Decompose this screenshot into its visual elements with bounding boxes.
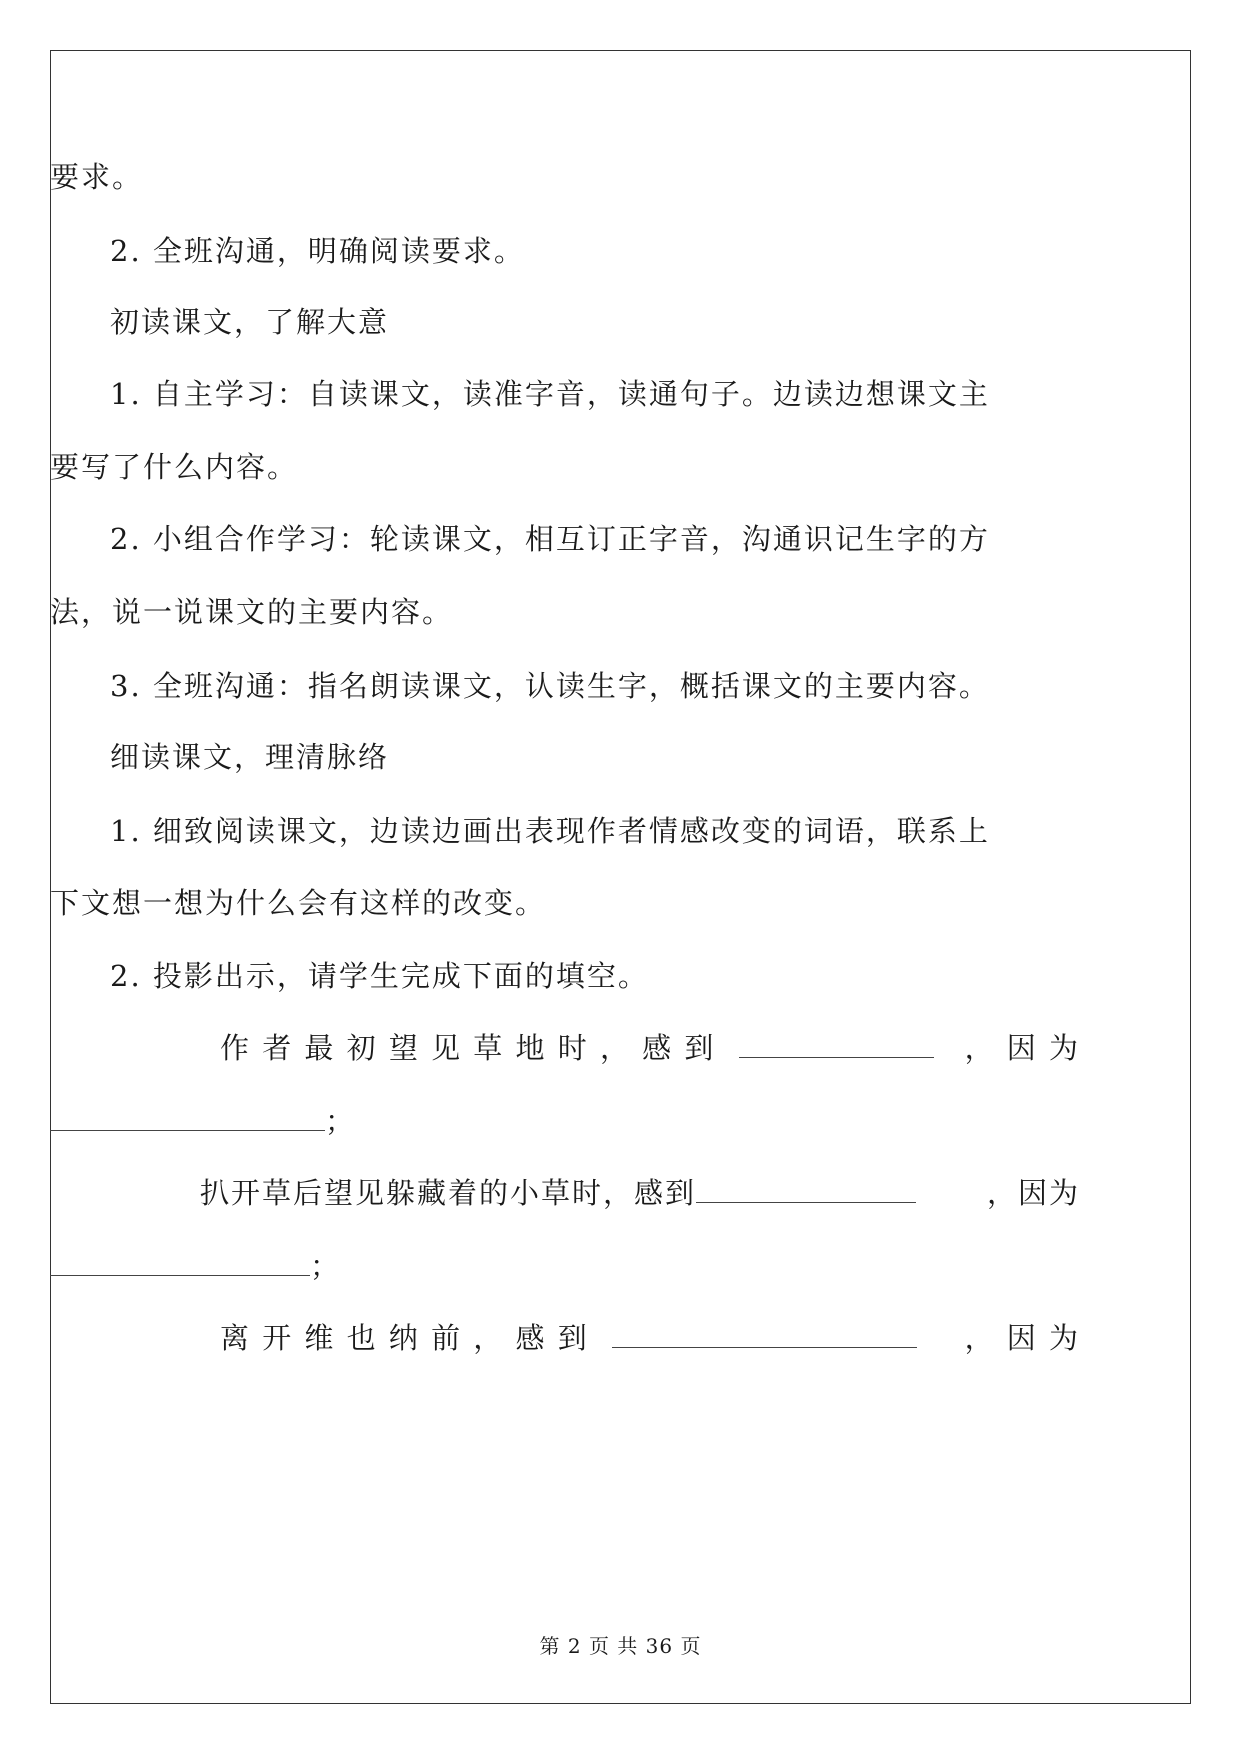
answer-blank[interactable] <box>612 1321 917 1348</box>
page-frame <box>50 50 1191 1704</box>
text-line: 2. 小组合作学习：轮读课文，相互订正字音，沟通识记生字的方 <box>110 522 990 556</box>
fill-in-prompt: 离 开 维 也 纳 前 ， 感 到 <box>220 1321 589 1355</box>
text-line: 1. 细致阅读课文，边读边画出表现作者情感改变的词语，联系上 <box>110 814 990 848</box>
fill-in-suffix: ， 因 为 <box>964 1321 1080 1355</box>
answer-blank[interactable] <box>739 1031 934 1058</box>
fill-in-end: ； <box>325 1104 357 1138</box>
text-line: 2. 全班沟通，明确阅读要求。 <box>110 234 525 268</box>
text-line: 法，说一说课文的主要内容。 <box>50 595 454 629</box>
page-number-footer: 第 2 页 共 36 页 <box>539 1634 702 1658</box>
fill-in-suffix: ，因为 <box>986 1176 1080 1210</box>
fill-in-line <box>200 1173 1080 1213</box>
fill-in-line <box>220 1028 1080 1068</box>
fill-in-prompt: 作 者 最 初 望 见 草 地 时 ， 感 到 <box>220 1031 716 1065</box>
fill-in-line <box>220 1318 1080 1358</box>
answer-blank[interactable] <box>50 1249 310 1276</box>
fill-in-line <box>50 1246 341 1286</box>
text-line: 3. 全班沟通：指名朗读课文，认读生字，概括课文的主要内容。 <box>110 669 990 703</box>
fill-in-prompt: 扒开草后望见躲藏着的小草时，感到 <box>200 1176 697 1210</box>
text-line: 2. 投影出示，请学生完成下面的填空。 <box>110 959 649 993</box>
fill-in-line <box>50 1101 356 1141</box>
text-line: 要写了什么内容。 <box>50 450 299 484</box>
text-line: 要求。 <box>50 160 144 194</box>
text-line: 1. 自主学习：自读课文，读准字音，读通句子。边读边想课文主 <box>110 377 990 411</box>
answer-blank[interactable] <box>696 1176 916 1203</box>
answer-blank[interactable] <box>50 1104 325 1131</box>
fill-in-suffix: ， 因 为 <box>964 1031 1080 1065</box>
section-heading: 细读课文，理清脉络 <box>110 740 390 774</box>
fill-in-end: ； <box>310 1249 342 1283</box>
section-heading: 初读课文，了解大意 <box>110 305 390 339</box>
text-line: 下文想一想为什么会有这样的改变。 <box>50 886 547 920</box>
